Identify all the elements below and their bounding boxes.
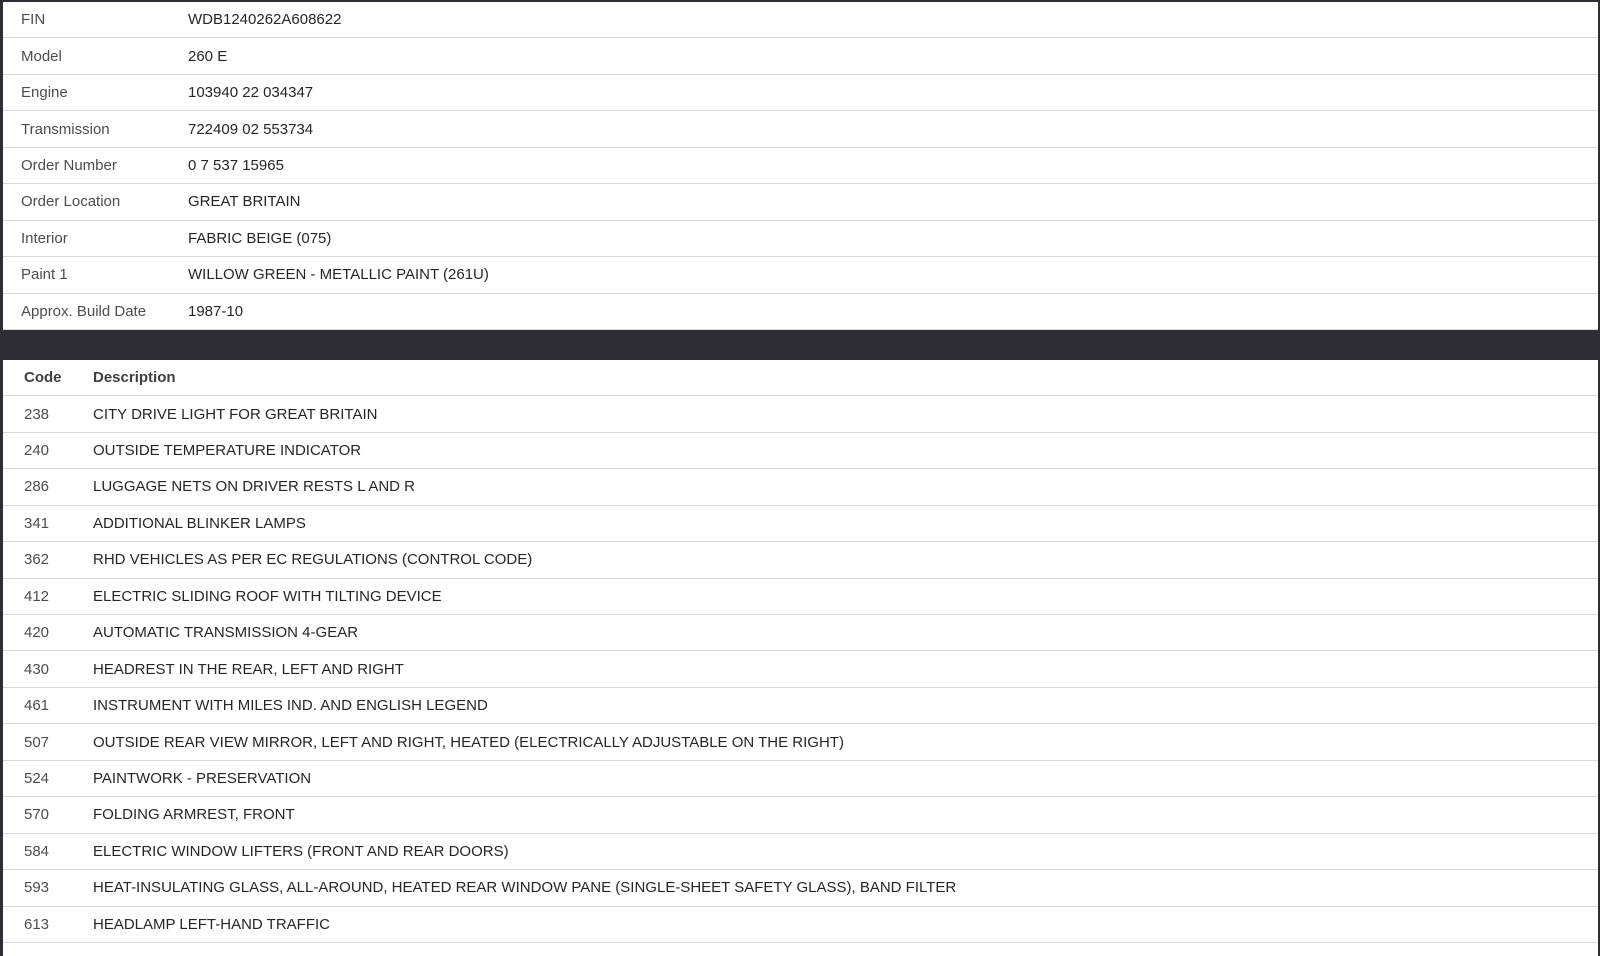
option-code-row [3,506,1598,542]
field-label: Order Number [21,156,117,174]
option-description: HEADREST IN THE REAR, LEFT AND RIGHT [93,660,404,678]
option-description: ADDITIONAL BLINKER LAMPS [93,514,306,532]
option-code-row [3,433,1598,469]
option-description: HEAT-INSULATING GLASS, ALL-AROUND, HEATED REAR WINDOW PANE (SINGLE-SHEET SAFETY GLASS), BAND FILTER [93,879,957,897]
field-value: WILLOW GREEN - METALLIC PAINT (261U) [188,266,489,284]
field-label: Transmission [21,120,110,138]
option-code-row [3,907,1598,943]
option-code: 240 [24,442,50,460]
option-code-row [3,870,1598,906]
field-label: Model [21,47,62,65]
option-description: PAINTWORK - PRESERVATION [93,769,312,787]
description-column-header: Description [93,369,176,387]
field-label: Paint 1 [21,266,68,284]
options-table-body [3,396,1598,943]
option-description: FOLDING ARMREST, FRONT [93,806,295,824]
option-description: OUTSIDE REAR VIEW MIRROR, LEFT AND RIGHT, HEATED (ELECTRICALLY ADJUSTABLE ON THE RIGHT) [93,733,844,751]
vehicle-info-row [3,257,1598,293]
option-code: 570 [24,806,50,824]
option-code: 362 [24,551,50,569]
option-code-row [3,834,1598,870]
vehicle-info-row [3,148,1598,184]
option-code: 507 [24,733,50,751]
option-code: 341 [24,514,50,532]
field-label: Order Location [21,193,121,211]
option-code-row [3,688,1598,724]
vehicle-info-row [3,75,1598,111]
option-code-row [3,651,1598,687]
code-column-header: Code [24,369,62,387]
option-code: 461 [24,697,50,715]
option-code-row [3,797,1598,833]
option-code: 613 [24,915,50,933]
option-code: 238 [24,405,50,423]
field-label: FIN [21,11,46,29]
option-code-row [3,469,1598,505]
section-divider [3,330,1598,360]
vehicle-info-table [3,2,1598,330]
options-table [3,360,1598,956]
option-code: 286 [24,478,50,496]
field-label: Approx. Build Date [21,302,147,320]
vehicle-info-row [3,184,1598,220]
option-description: HEADLAMP LEFT-HAND TRAFFIC [93,915,330,933]
option-description: LUGGAGE NETS ON DRIVER RESTS L AND R [93,478,416,496]
option-code-row [3,542,1598,578]
option-code: 412 [24,587,50,605]
field-value: 260 E [188,47,228,65]
vehicle-info-row [3,111,1598,147]
field-value: 722409 02 553734 [188,120,314,138]
vehicle-info-row [3,221,1598,257]
option-code: 420 [24,624,50,642]
option-description: ELECTRIC WINDOW LIFTERS (FRONT AND REAR DOORS) [93,842,509,860]
option-code-row [3,724,1598,760]
option-description: AUTOMATIC TRANSMISSION 4-GEAR [93,624,359,642]
option-code: 593 [24,879,50,897]
option-description: INSTRUMENT WITH MILES IND. AND ENGLISH LEGEND [93,697,488,715]
field-value: GREAT BRITAIN [188,193,301,211]
options-table-header-row [3,360,1598,396]
option-description: CITY DRIVE LIGHT FOR GREAT BRITAIN [93,405,378,423]
option-code-row [3,396,1598,432]
option-code: 584 [24,842,50,860]
field-value: WDB1240262A608622 [188,11,342,29]
option-description: OUTSIDE TEMPERATURE INDICATOR [93,442,362,460]
vehicle-info-table-body [3,2,1598,330]
option-description: ELECTRIC SLIDING ROOF WITH TILTING DEVICE [93,587,442,605]
field-label: Interior [21,229,68,247]
option-code: 430 [24,660,50,678]
option-code-row [3,579,1598,615]
vehicle-info-row [3,38,1598,74]
field-value: 0 7 537 15965 [188,156,284,174]
option-code: 524 [24,769,50,787]
vehicle-info-row [3,294,1598,330]
option-description: RHD VEHICLES AS PER EC REGULATIONS (CONTROL CODE) [93,551,533,569]
vehicle-info-row [3,2,1598,38]
option-code-row [3,761,1598,797]
field-value: 103940 22 034347 [188,84,314,102]
option-code-row [3,615,1598,651]
field-value: 1987-10 [188,302,244,320]
field-label: Engine [21,84,68,102]
field-value: FABRIC BEIGE (075) [188,229,332,247]
